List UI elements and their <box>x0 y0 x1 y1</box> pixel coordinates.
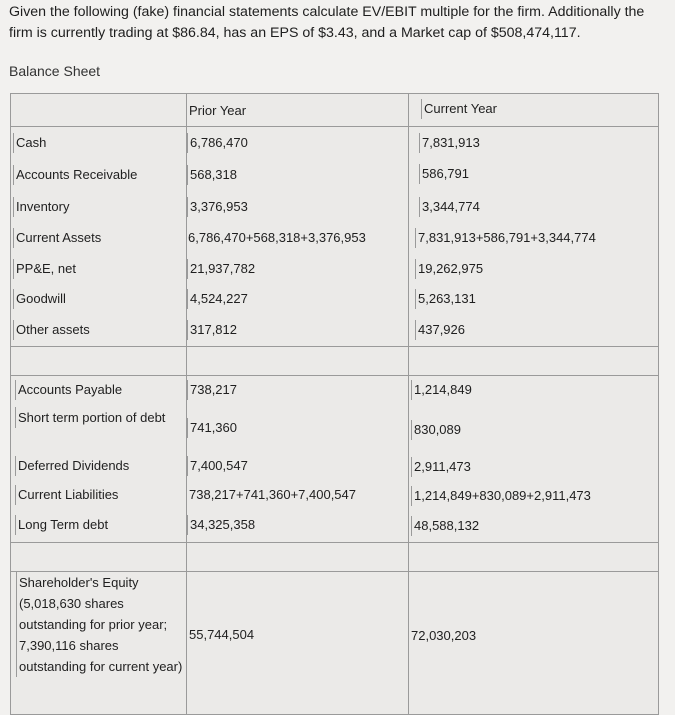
cell-current-long-term-debt: 48,588,132 <box>411 516 479 536</box>
cell-prior-inventory: 3,376,953 <box>187 197 248 217</box>
cell-prior-short-term-debt: 741,360 <box>187 418 237 438</box>
section-divider-top-2 <box>11 542 658 543</box>
row-label-deferred-dividends: Deferred Dividends <box>15 456 129 476</box>
cell-prior-current-liabilities: 738,217+741,360+7,400,547 <box>189 487 357 502</box>
section-divider-top <box>11 346 658 347</box>
cell-current-inventory: 3,344,774 <box>419 197 480 217</box>
row-label-other-assets: Other assets <box>13 320 90 340</box>
cell-current-short-term-debt: 830,089 <box>411 420 461 440</box>
balance-sheet-label: Balance Sheet <box>9 63 101 79</box>
cell-current-other-assets: 437,926 <box>415 320 465 340</box>
cell-prior-accounts-payable: 738,217 <box>187 380 237 400</box>
row-label-current-liabilities: Current Liabilities <box>15 485 118 505</box>
row-label-long-term-debt: Long Term debt <box>15 515 108 535</box>
cell-current-accounts-payable: 1,214,849 <box>411 380 472 400</box>
row-label-shareholders-equity: Shareholder's Equity (5,018,630 shares outstanding for prior year; 7,390,116 shares outstanding for current year) <box>16 572 187 677</box>
header-current-year: Current Year <box>421 99 497 119</box>
row-label-inventory: Inventory <box>13 197 69 217</box>
row-label-current-assets: Current Assets <box>13 228 101 248</box>
row-label-goodwill: Goodwill <box>13 289 66 309</box>
cell-current-deferred-dividends: 2,911,473 <box>411 457 471 477</box>
cell-prior-long-term-debt: 34,325,358 <box>187 515 255 535</box>
row-label-cash: Cash <box>13 133 46 153</box>
question-text: Given the following (fake) financial statements calculate EV/EBIT multiple for the firm. Additionally the firm is currently trading at $86.84, has an EPS of $3.43, and a Market cap of $508,474,117. <box>9 4 645 41</box>
section-divider-bottom <box>11 375 658 376</box>
cell-current-current-liabilities: 1,214,849+830,089+2,911,473 <box>411 486 591 506</box>
cell-current-current-assets: 7,831,913+586,791+3,344,774 <box>415 228 596 248</box>
cell-current-ppe-net: 19,262,975 <box>415 259 483 279</box>
cell-prior-shareholders-equity: 55,744,504 <box>189 627 255 642</box>
row-label-accounts-receivable: Accounts Receivable <box>13 165 137 185</box>
cell-prior-accounts-receivable: 568,318 <box>187 165 237 185</box>
cell-prior-current-assets: 6,786,470+568,318+3,376,953 <box>188 230 366 245</box>
header-prior-year: Prior Year <box>189 103 247 118</box>
cell-current-goodwill: 5,263,131 <box>415 289 476 309</box>
column-divider-current <box>408 94 409 714</box>
row-label-accounts-payable: Accounts Payable <box>15 380 122 400</box>
cell-prior-deferred-dividends: 7,400,547 <box>187 456 248 476</box>
cell-current-cash: 7,831,913 <box>419 133 480 153</box>
cell-current-shareholders-equity: 72,030,203 <box>411 628 477 643</box>
cell-prior-other-assets: 317,812 <box>187 320 237 340</box>
cell-prior-ppe-net: 21,937,782 <box>187 259 255 279</box>
cell-prior-goodwill: 4,524,227 <box>187 289 248 309</box>
cell-current-accounts-receivable: 586,791 <box>419 164 469 184</box>
header-divider <box>11 126 658 127</box>
row-label-ppe-net: PP&E, net <box>13 259 76 279</box>
balance-sheet-table <box>10 93 659 715</box>
row-label-short-term-debt: Short term portion of debt <box>15 407 168 428</box>
cell-prior-cash: 6,786,470 <box>187 133 248 153</box>
